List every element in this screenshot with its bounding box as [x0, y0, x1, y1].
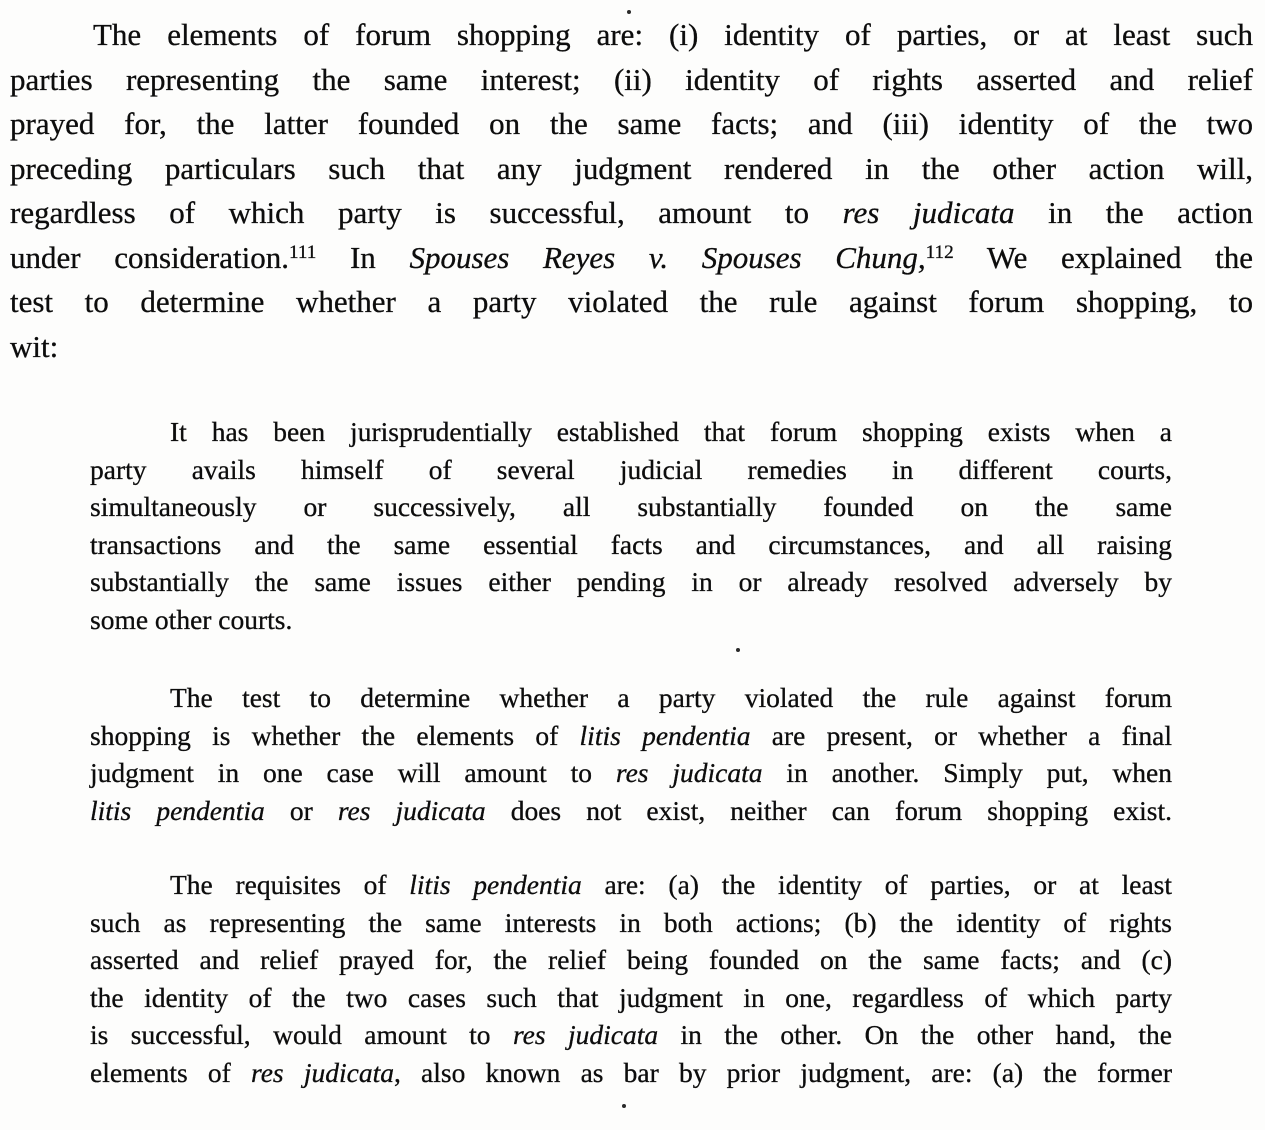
text-line: substantially the same issues either pending in or already resolved adversely by — [90, 566, 1172, 597]
text-line: asserted and relief prayed for, the relief being founded on the same facts; and (c) — [90, 944, 1172, 975]
text-line: The test to determine whether a party violated the rule against forum — [170, 682, 1172, 713]
footnote-reference: 112 — [925, 241, 954, 263]
blockquote-paragraph-3 — [90, 866, 1172, 1091]
text-line: The requisites of litis pendentia are: (a) the identity of parties, or at least — [170, 869, 1172, 900]
blockquote-paragraph-2 — [90, 679, 1172, 829]
text-line: parties representing the same interest; (ii) identity of rights asserted and relief — [10, 61, 1253, 97]
blockquote-paragraph-1 — [90, 413, 1172, 638]
footnote-reference: 111 — [288, 241, 317, 263]
text-line: prayed for, the latter founded on the same facts; and (iii) identity of the two — [10, 106, 1253, 141]
text-line: judgment in one case will amount to res judicata in another. Simply put, when — [90, 757, 1173, 788]
text-line: shopping is whether the elements of litis pendentia are present, or whether a final — [90, 719, 1172, 751]
text-line: litis pendentia or res judicata does not exist, neither can forum shopping exist. — [90, 794, 1172, 826]
text-line: such as representing the same interests in both actions; (b) the identity of rights — [90, 906, 1172, 938]
text-line: party avails himself of several judicial remedies in different courts, — [90, 453, 1172, 485]
text-line: wit: — [10, 328, 59, 364]
text-line: regardless of which party is successful, amount to res judicata in the action — [10, 195, 1253, 230]
main-paragraph — [10, 13, 1253, 369]
text-line: is successful, would amount to res judicata in the other. On the other hand, the — [90, 1019, 1172, 1050]
text-line: some other courts. — [90, 603, 293, 635]
text-line: transactions and the same essential facts and circumstances, and all raising — [90, 528, 1172, 560]
text-line: preceding particulars such that any judgment rendered in the other action will, — [10, 150, 1253, 186]
scan-speck — [622, 1104, 626, 1108]
text-line: under consideration.$^{111}$ In Spouses Reyes v. Spouses Chung,$^{112}$ We explained the — [10, 239, 1254, 275]
text-line: The elements of forum shopping are: (i) identity of parties, or at least such — [93, 17, 1253, 52]
text-line: It has been jurisprudentially established that forum shopping exists when a — [170, 416, 1172, 447]
scan-speck — [627, 10, 631, 14]
text-line: test to determine whether a party violated the rule against forum shopping, to — [10, 284, 1253, 319]
text-line: simultaneously or successively, all substantially founded on the same — [90, 491, 1172, 522]
text-line: the identity of the two cases such that judgment in one, regardless of which party — [90, 981, 1172, 1013]
text-line: elements of res judicata, also known as bar by prior judgment, are: (a) the former — [90, 1056, 1173, 1088]
scan-speck — [736, 648, 740, 652]
